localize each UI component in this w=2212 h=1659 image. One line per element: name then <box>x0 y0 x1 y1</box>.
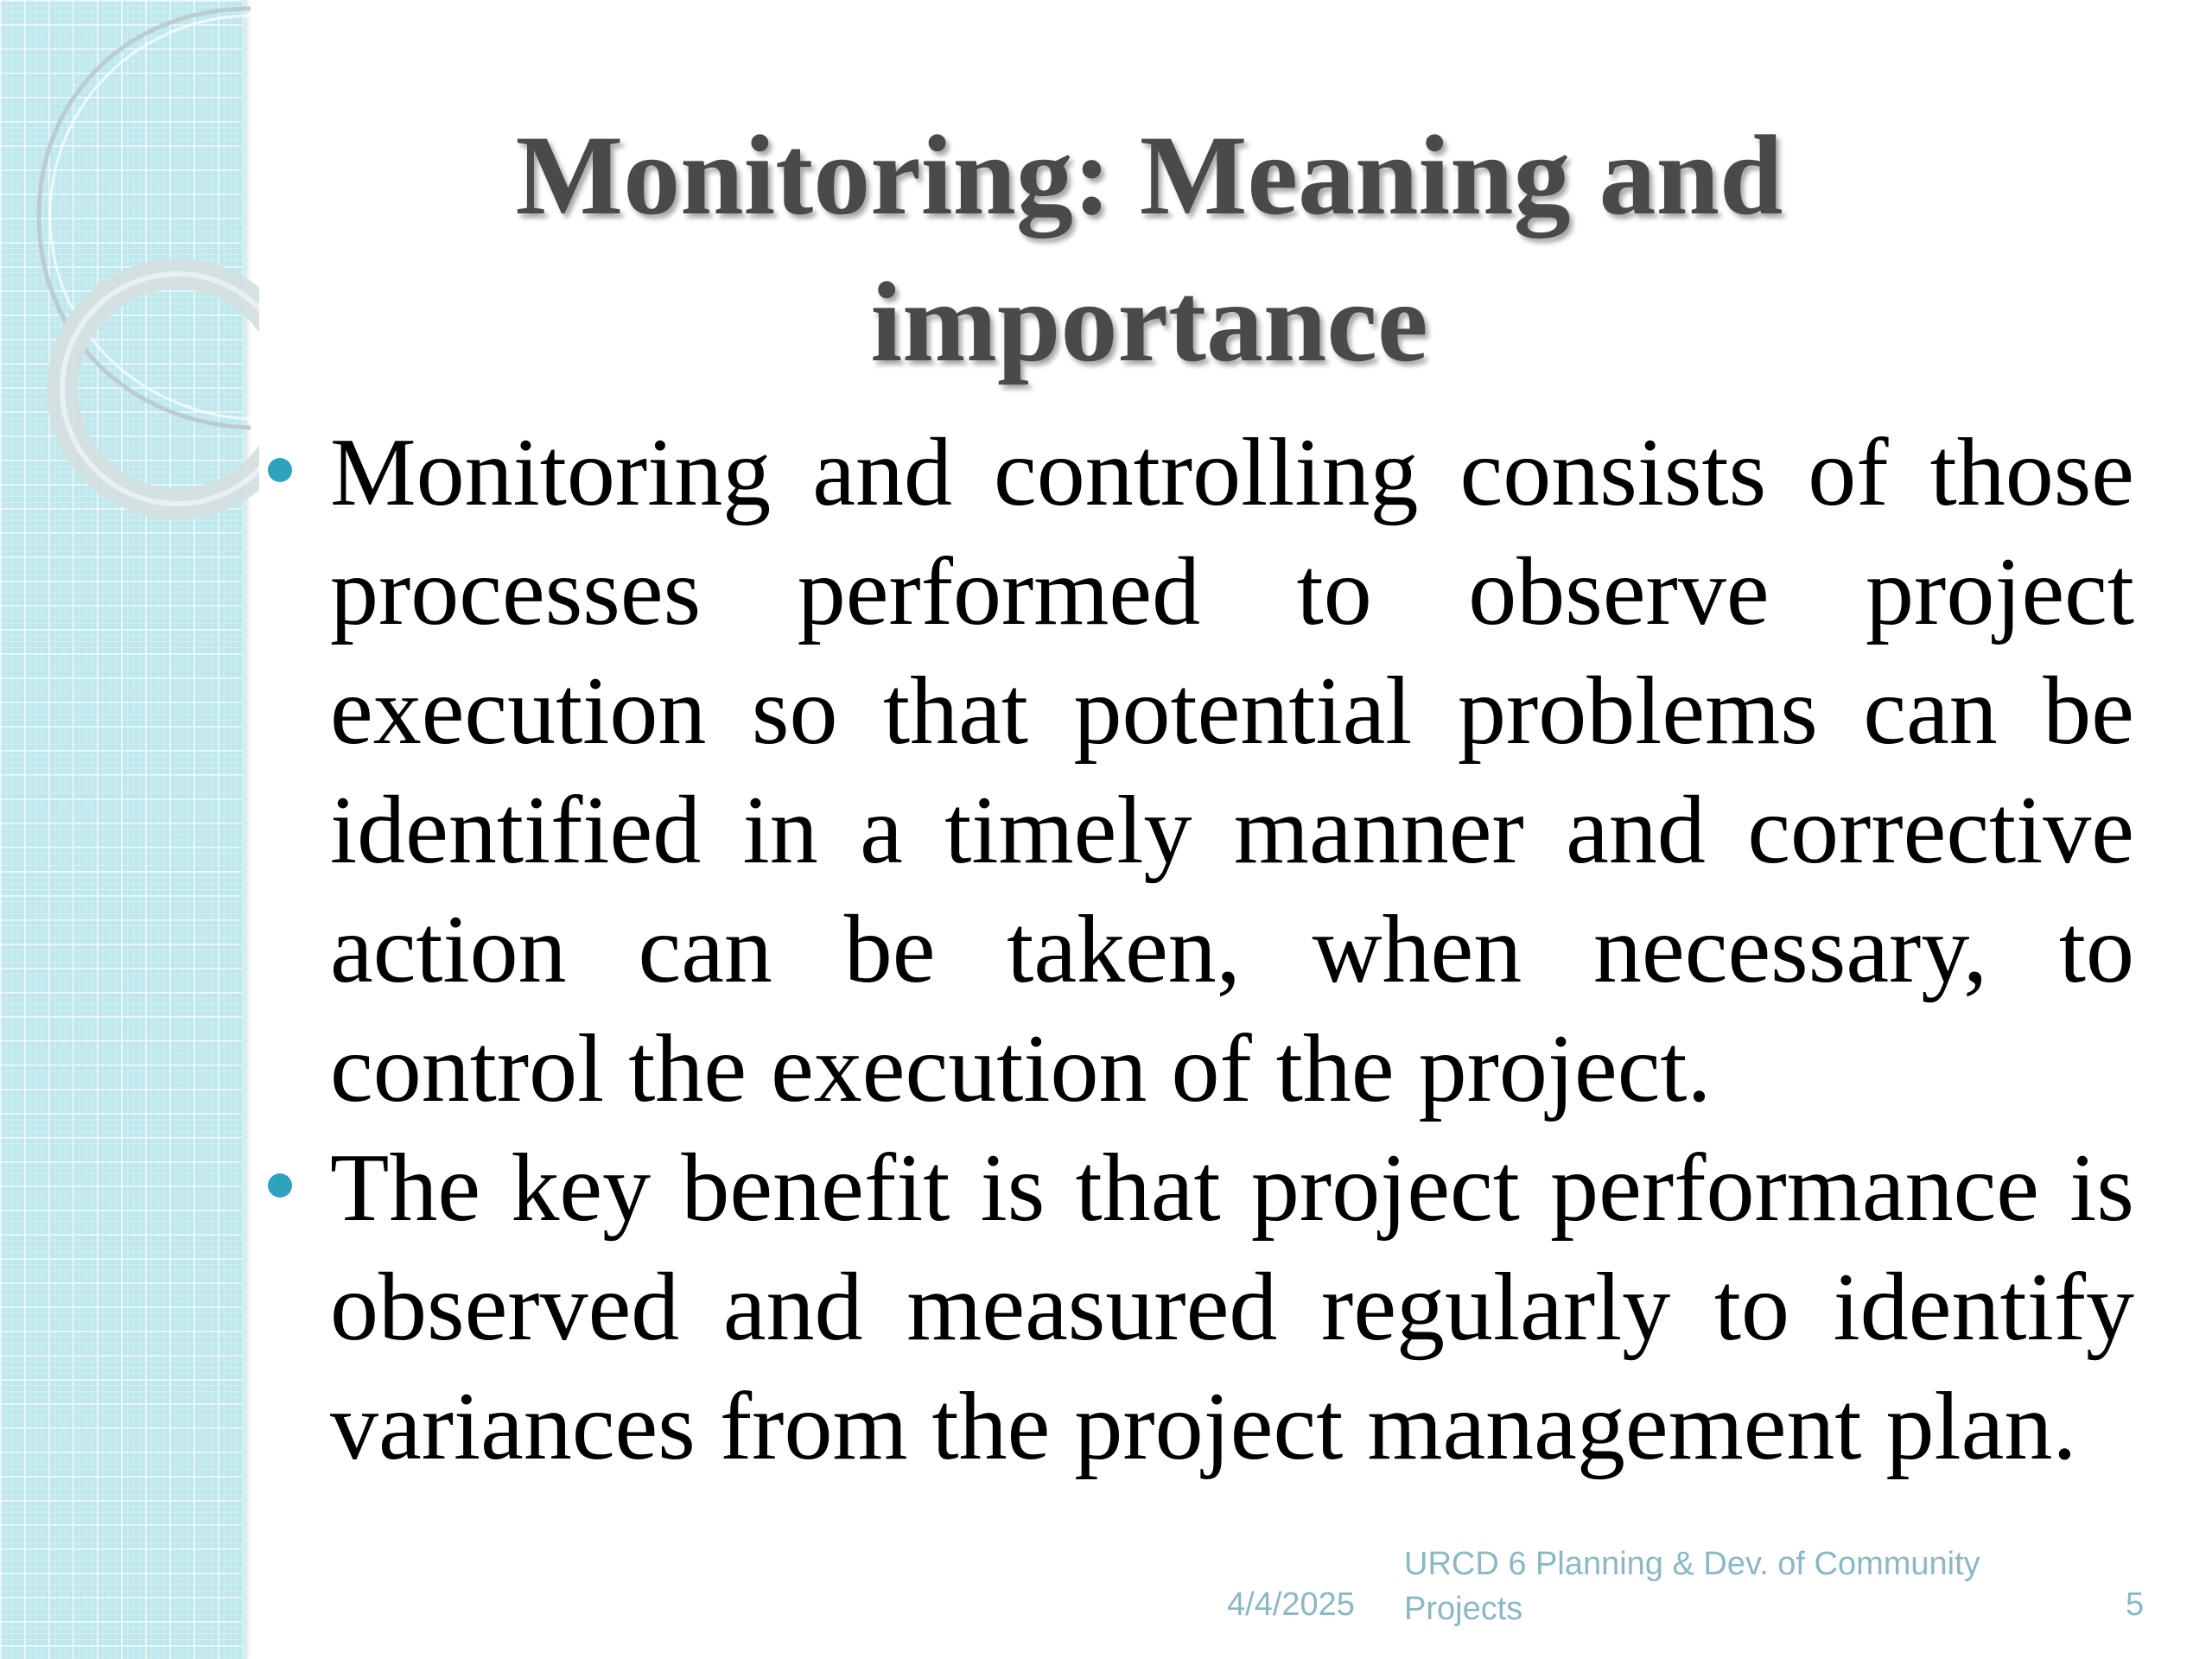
bullet-icon <box>268 458 292 482</box>
bullet-icon <box>268 1173 292 1198</box>
bullet-text: Monitoring and controlling consists of those processes performed to observe project execution so that potential problems can be identified in a timely manner and corrective action can be taken, when necessary, to control the execution of the project. <box>330 419 2134 1122</box>
footer-page-number: 5 <box>2126 1586 2145 1623</box>
bullet-text: The key benefit is that project performance is observed and measured regularly to identify variances from the project management plan. <box>330 1135 2134 1480</box>
list-item <box>259 413 2134 1128</box>
bullet-list <box>259 413 2134 1486</box>
list-item <box>259 1128 2134 1486</box>
decorative-rings-graphic <box>0 0 259 553</box>
slide-title: Monitoring: Meaning and importance <box>515 111 1783 385</box>
footer-date: 4/4/2025 <box>1227 1586 1355 1623</box>
footer-course-title: URCD 6 Planning & Dev. of Community Projects <box>1404 1546 1980 1627</box>
